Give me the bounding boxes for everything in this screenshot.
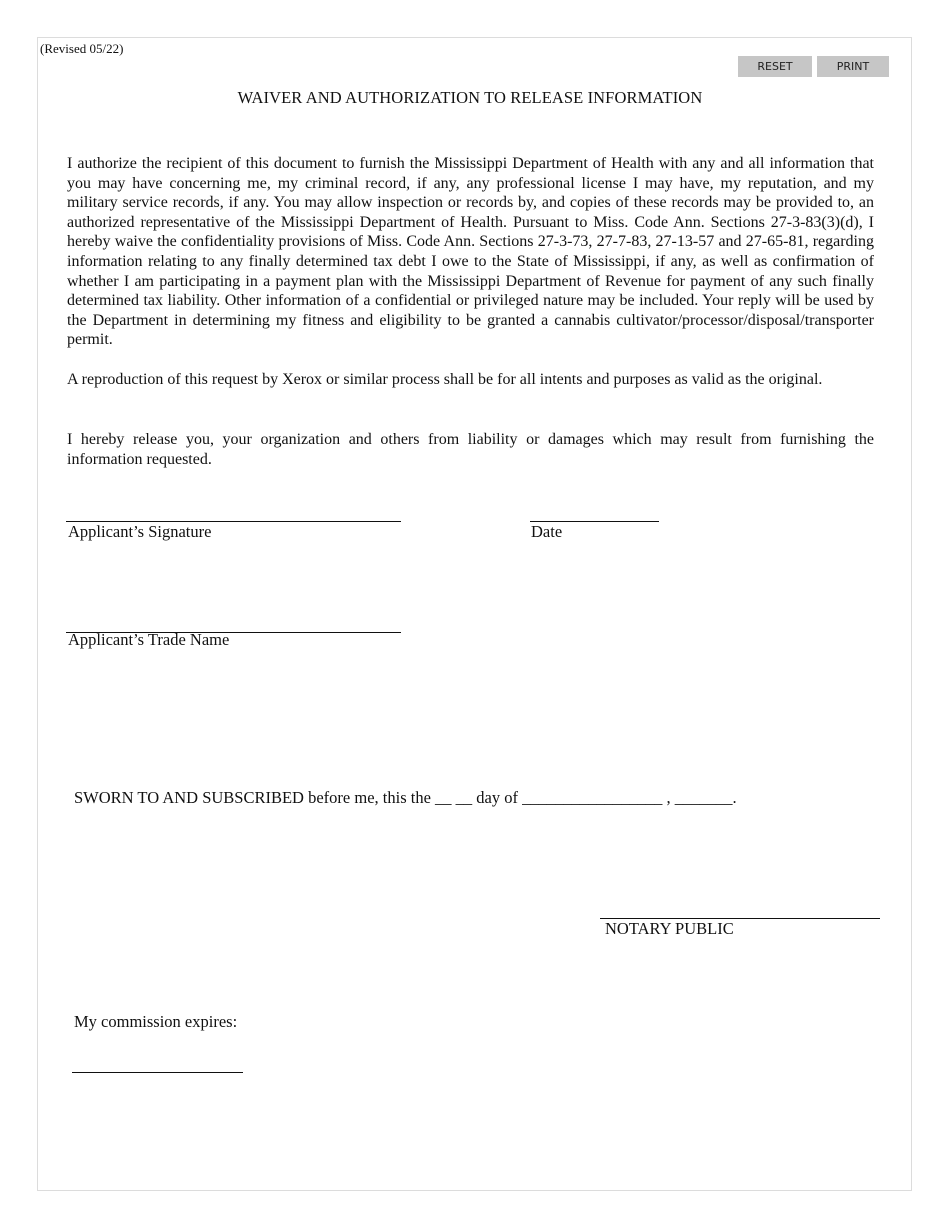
commission-label: My commission expires: — [74, 1012, 238, 1031]
print-button[interactable]: PRINT — [817, 56, 889, 77]
notary-label: NOTARY PUBLIC — [605, 919, 734, 938]
revision-note: (Revised 05/22) — [40, 41, 124, 56]
reset-button[interactable]: RESET — [738, 56, 812, 77]
authorization-paragraph: I authorize the recipient of this document to furnish the Mississippi Department of Health with any and all information that you may have concerning me, my criminal record, if any, any professional license I may have, my reputation, and my military service records, if any. You may allow inspection or records by, and copies of these records may be provided to, an authorized representative of the Mississippi Department of Health. Pursuant to Miss. Code Ann. Sections 27-3-83(3)(d), I hereby waive the confidentiality provisions of Miss. Code Ann. Sections 27-3-73, 27-7-83, 27-13-57 and 27-65-81, regarding information relating to any finally determined tax debt I owe to the State of Mississippi, if any, as well as confirmation of whether I am participating in a payment plan with the Mississippi Department of Revenue for payment of any such finally determined tax liability. Other information of a confidential or privileged nature may be included. Your reply will be used by the Department in determining my fitness and eligibility to be granted a cannabis cultivator/processor/disposal/transporter permit. — [67, 155, 874, 349]
signature-label: Applicant’s Signature — [68, 522, 212, 541]
commission-date-line[interactable] — [72, 1072, 243, 1073]
reproduction-paragraph: A reproduction of this request by Xerox or similar process shall be for all intents and purposes as valid as the original. — [67, 371, 823, 388]
document-title: WAIVER AND AUTHORIZATION TO RELEASE INFORMATION — [237, 88, 703, 107]
trade-name-label: Applicant’s Trade Name — [68, 630, 230, 649]
release-paragraph: I hereby release you, your organization and others from liability or damages which may result from furnishing the information requested. — [67, 431, 874, 468]
sworn-statement: SWORN TO AND SUBSCRIBED before me, this the __ __ day of _________________ , _______. — [74, 788, 737, 807]
date-label: Date — [531, 522, 563, 541]
